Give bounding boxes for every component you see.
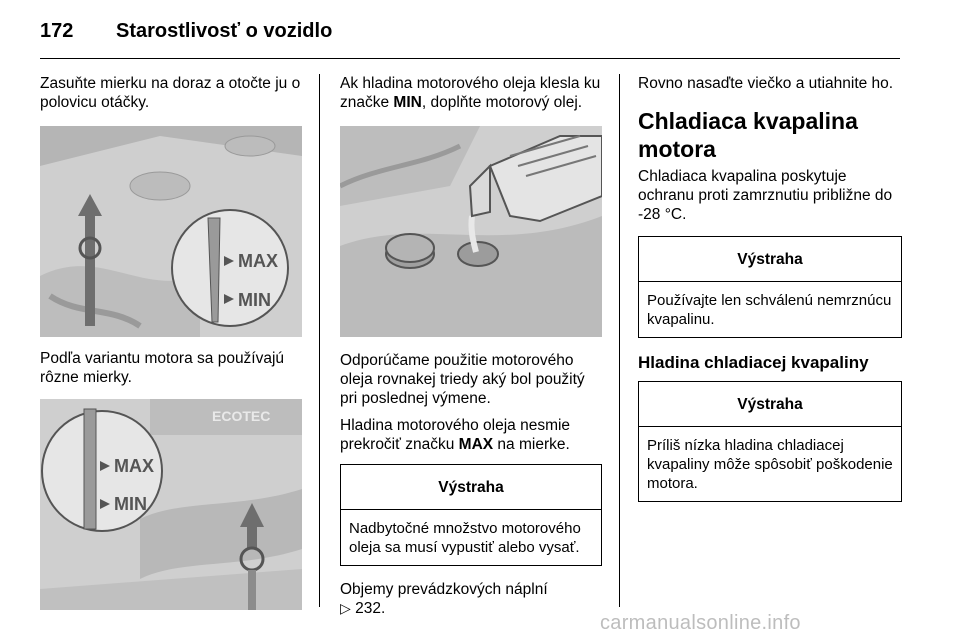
watermark: carmanualsonline.info: [600, 612, 801, 634]
cap-tighten-text: Rovno nasaďte viečko a utiahnite ho.: [638, 75, 894, 92]
oil-refill-text-pre: Ak hladina motorového oleja klesla ku značke: [340, 75, 601, 111]
min-mark-label: MIN: [114, 494, 147, 514]
max-emphasis: MAX: [458, 436, 494, 453]
warning-title: Výstraha: [341, 465, 601, 510]
warning-text: Používajte len schválenú nemrznúcu kvapalinu.: [647, 292, 892, 328]
reference-arrow-icon: ▷: [340, 600, 351, 616]
max-mark-label: MAX: [114, 456, 154, 476]
warning-text: Príliš nízka hladina chladiacej kvapaliny môže spôsobiť poškodenie motora.: [647, 437, 893, 492]
warning-box-oil: [340, 464, 602, 566]
page-reference: [340, 599, 602, 618]
min-mark-label: MIN: [238, 290, 271, 310]
oil-max-text-post: na mierke.: [493, 436, 570, 453]
reference-page[interactable]: 232.: [355, 600, 386, 617]
dipstick-variant-text: Podľa variantu motora sa používajú rôzne mierky.: [40, 350, 285, 386]
oil-max-text: [340, 416, 602, 454]
column-3: [638, 74, 902, 502]
coolant-protection-text: Chladiaca kvapalina poskytuje ochranu proti zamrznutiu približne do -28 °C.: [638, 168, 893, 223]
max-mark-label: MAX: [238, 251, 278, 271]
min-emphasis: MIN: [393, 94, 422, 111]
fluid-capacities-text: Objemy prevádzkových náplní: [340, 581, 548, 598]
header-rule: [40, 58, 900, 59]
dipstick-illustration-2: [40, 399, 302, 610]
dipstick-insert-text: Zasuňte mierku na doraz a otočte ju o polovicu otáčky.: [40, 75, 301, 111]
warning-box-coolant-approved: [638, 236, 902, 338]
column-divider-2: [619, 74, 620, 607]
dipstick-illustration-1: [40, 126, 302, 337]
warning-box-coolant-level: [638, 381, 902, 502]
oil-refill-text: [340, 74, 602, 112]
engine-brand-label: ECOTEC: [212, 408, 271, 424]
page-number: 172: [40, 20, 74, 42]
coolant-heading: Chladiaca kvapalina motora: [638, 108, 858, 162]
coolant-level-heading: Hladina chladiacej kvapaliny: [638, 353, 869, 372]
oil-refill-text-post: , doplňte motorový olej.: [421, 94, 583, 111]
warning-title: Výstraha: [639, 237, 901, 282]
oil-recommendation-text: Odporúčame použitie motorového oleja rovnakej triedy aký bol použitý pri poslednej výmene.: [340, 352, 585, 407]
oil-max-text-pre: Hladina motorového oleja nesmie prekročiť značku: [340, 417, 571, 453]
section-title: Starostlivosť o vozidlo: [116, 20, 333, 42]
column-divider-1: [319, 74, 320, 607]
column-1: [40, 74, 302, 610]
warning-text: Nadbytočné množstvo motorového oleja sa musí vypustiť alebo vysať.: [349, 520, 581, 556]
oil-pour-illustration: [340, 126, 602, 337]
column-2: [340, 74, 602, 618]
warning-title: Výstraha: [639, 382, 901, 427]
page-header: [40, 16, 900, 56]
